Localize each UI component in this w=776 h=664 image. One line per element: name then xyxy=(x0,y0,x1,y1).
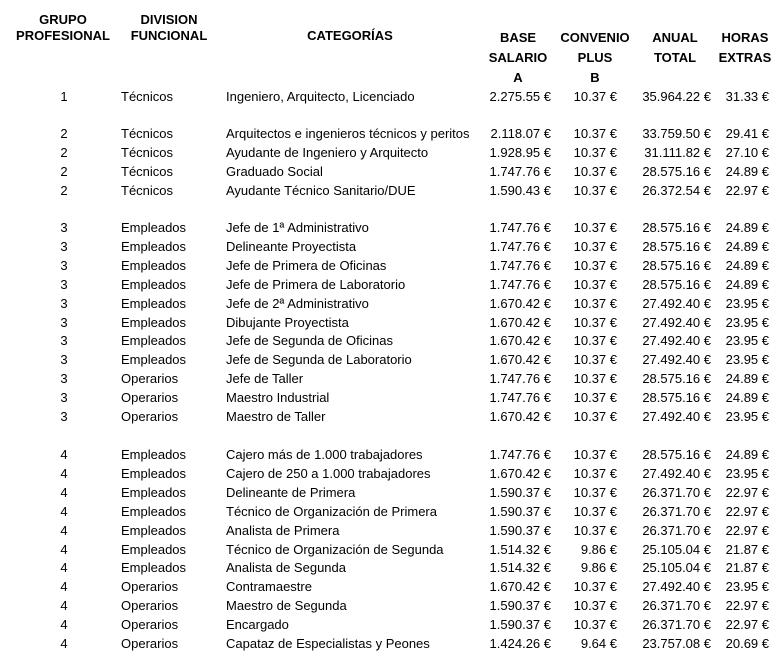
table-row xyxy=(0,577,776,596)
division-cell: Operarios xyxy=(121,579,179,595)
anual-total-cell: 26.371.70 € xyxy=(642,503,711,519)
grupo-cell: 4 xyxy=(60,579,68,595)
header-line: PLUS xyxy=(577,50,613,65)
base-salario-cell: 1.747.76 € xyxy=(489,220,551,235)
convenio-plus-cell: 10.37 € xyxy=(573,182,617,198)
categoria-cell: Maestro de Taller xyxy=(226,409,326,424)
division-cell: Técnicos xyxy=(121,144,174,160)
categoria-cell: Jefe de Primera de Laboratorio xyxy=(226,276,406,292)
division-cell: Operarios xyxy=(121,617,179,633)
header-line: PROFESIONAL xyxy=(16,28,110,43)
grupo-cell: 4 xyxy=(60,503,68,519)
division-cell: Operarios xyxy=(121,409,179,424)
convenio-plus-cell: 10.37 € xyxy=(573,484,617,500)
convenio-plus-cell: 10.37 € xyxy=(573,276,617,292)
header-line: CONVENIO xyxy=(560,30,630,45)
horas-extras-cell: 24.89 € xyxy=(725,371,769,387)
categoria-cell: Maestro Industrial xyxy=(226,390,330,406)
header-line: SALARIO xyxy=(488,50,548,65)
base-salario-cell: 1.590.37 € xyxy=(489,484,551,500)
grupo-cell: 4 xyxy=(60,560,68,576)
header-line: FUNCIONAL xyxy=(130,28,208,43)
anual-total-cell: 23.757.08 € xyxy=(642,636,711,651)
anual-total-cell: 28.575.16 € xyxy=(642,163,711,179)
anual-total-cell: 27.492.40 € xyxy=(642,579,711,595)
grupo-cell: 2 xyxy=(60,182,68,198)
division-cell: Técnicos xyxy=(121,182,174,198)
division-cell: Empleados xyxy=(121,560,187,576)
division-cell: Empleados xyxy=(121,276,187,292)
anual-total-cell: 33.759.50 € xyxy=(642,126,711,141)
base-salario-cell: 1.514.32 € xyxy=(489,541,551,557)
convenio-plus-cell: 10.37 € xyxy=(573,126,617,141)
table-row xyxy=(0,369,776,388)
base-salario-cell: 2.275.55 € xyxy=(489,89,551,104)
anual-total-cell: 35.964.22 € xyxy=(642,89,711,104)
division-cell: Empleados xyxy=(121,447,187,462)
horas-extras-cell: 20.69 € xyxy=(725,636,769,651)
base-salario-cell: 1.670.42 € xyxy=(489,314,551,330)
convenio-plus-cell: 10.37 € xyxy=(573,390,617,406)
categoria-cell: Dibujante Proyectista xyxy=(226,314,349,330)
base-salario-cell: 2.118.07 € xyxy=(490,126,551,141)
division-cell: Empleados xyxy=(121,541,187,557)
grupo-cell: 3 xyxy=(60,371,68,387)
horas-extras-cell: 24.89 € xyxy=(725,220,769,235)
horas-extras-cell: 24.89 € xyxy=(725,390,769,406)
grupo-cell: 4 xyxy=(60,447,68,462)
horas-extras-cell: 23.95 € xyxy=(725,409,769,424)
table-row xyxy=(0,181,776,200)
convenio-plus-cell: 10.37 € xyxy=(573,163,617,179)
categoria-cell: Arquitectos e ingenieros técnicos y peritos xyxy=(226,126,470,141)
base-salario-cell: 1.747.76 € xyxy=(489,163,551,179)
base-salario-cell: 1.747.76 € xyxy=(489,276,551,292)
base-salario-cell: 1.670.42 € xyxy=(489,579,551,595)
base-salario-cell: 1.590.37 € xyxy=(489,617,551,633)
anual-total-cell: 25.105.04 € xyxy=(642,541,711,557)
header-line: B xyxy=(590,70,600,85)
anual-total-cell: 27.492.40 € xyxy=(642,314,711,330)
anual-total-cell: 31.111.82 € xyxy=(644,144,711,160)
table-row xyxy=(0,407,776,426)
grupo-cell: 3 xyxy=(60,220,68,235)
division-cell: Técnicos xyxy=(121,163,174,179)
base-salario-cell: 1.670.42 € xyxy=(489,295,551,311)
anual-total-cell: 27.492.40 € xyxy=(642,465,711,481)
base-salario-cell: 1.747.76 € xyxy=(489,447,551,462)
header-convenio-plus xyxy=(555,28,635,88)
anual-total-cell: 27.492.40 € xyxy=(642,352,711,368)
convenio-plus-cell: 10.37 € xyxy=(573,598,617,614)
grupo-cell: 3 xyxy=(60,238,68,254)
categoria-cell: Cajero más de 1.000 trabajadores xyxy=(226,447,423,462)
convenio-plus-cell: 10.37 € xyxy=(573,295,617,311)
horas-extras-cell: 21.87 € xyxy=(725,541,769,557)
horas-extras-cell: 22.97 € xyxy=(725,617,769,633)
base-salario-cell: 1.928.95 € xyxy=(489,144,551,160)
table-row xyxy=(0,331,776,350)
horas-extras-cell: 23.95 € xyxy=(725,295,769,311)
division-cell: Empleados xyxy=(121,522,187,538)
horas-extras-cell: 22.97 € xyxy=(725,522,769,538)
anual-total-cell: 26.371.70 € xyxy=(642,522,711,538)
division-cell: Operarios xyxy=(121,390,179,406)
horas-extras-cell: 24.89 € xyxy=(725,238,769,254)
base-salario-cell: 1.590.37 € xyxy=(489,522,551,538)
convenio-plus-cell: 9.64 € xyxy=(580,636,617,651)
horas-extras-cell: 23.95 € xyxy=(725,465,769,481)
categoria-cell: Delineante de Primera xyxy=(226,484,356,500)
grupo-cell: 3 xyxy=(60,409,68,424)
division-cell: Empleados xyxy=(121,503,187,519)
base-salario-cell: 1.670.42 € xyxy=(489,465,551,481)
header-line: HORAS xyxy=(721,30,769,45)
categoria-cell: Contramaestre xyxy=(226,579,312,595)
convenio-plus-cell: 10.37 € xyxy=(573,89,617,104)
anual-total-cell: 28.575.16 € xyxy=(642,257,711,273)
header-base-salario xyxy=(478,28,558,88)
convenio-plus-cell: 9.86 € xyxy=(580,560,617,576)
anual-total-cell: 27.492.40 € xyxy=(642,409,711,424)
anual-total-cell: 28.575.16 € xyxy=(642,371,711,387)
categoria-cell: Analista de Segunda xyxy=(226,560,346,576)
convenio-plus-cell: 10.37 € xyxy=(573,352,617,368)
division-cell: Empleados xyxy=(121,238,187,254)
header-line: TOTAL xyxy=(653,50,697,65)
grupo-cell: 1 xyxy=(60,89,68,104)
grupo-cell: 4 xyxy=(60,598,68,614)
header-line: EXTRAS xyxy=(718,50,772,65)
convenio-plus-cell: 10.37 € xyxy=(573,617,617,633)
anual-total-cell: 25.105.04 € xyxy=(642,560,711,576)
base-salario-cell: 1.670.42 € xyxy=(489,352,551,368)
table-row xyxy=(0,634,776,653)
categoria-cell: Jefe de Primera de Oficinas xyxy=(226,257,387,273)
categoria-cell: Ingeniero, Arquitecto, Licenciado xyxy=(226,89,415,104)
division-cell: Técnicos xyxy=(121,89,174,104)
horas-extras-cell: 23.95 € xyxy=(725,333,769,349)
anual-total-cell: 28.575.16 € xyxy=(642,276,711,292)
grupo-cell: 4 xyxy=(60,465,68,481)
categoria-cell: Analista de Primera xyxy=(226,522,340,538)
horas-extras-cell: 24.89 € xyxy=(725,276,769,292)
table-row xyxy=(0,540,776,559)
grupo-cell: 3 xyxy=(60,276,68,292)
table-row xyxy=(0,162,776,181)
anual-total-cell: 27.492.40 € xyxy=(642,333,711,349)
horas-extras-cell: 29.41 € xyxy=(725,126,769,141)
header-division-funcional xyxy=(110,12,228,44)
anual-total-cell: 26.372.54 € xyxy=(642,182,711,198)
header-line: A xyxy=(513,70,523,85)
header-categorias: CATEGORÍAS xyxy=(307,28,393,43)
horas-extras-cell: 22.97 € xyxy=(725,503,769,519)
categoria-cell: Técnico de Organización de Primera xyxy=(226,503,437,519)
base-salario-cell: 1.514.32 € xyxy=(489,560,551,576)
division-cell: Técnicos xyxy=(121,126,174,141)
categoria-cell: Capataz de Especialistas y Peones xyxy=(226,636,430,651)
base-salario-cell: 1.590.43 € xyxy=(489,182,551,198)
table-row xyxy=(0,521,776,540)
table-row xyxy=(0,502,776,521)
table-row xyxy=(0,483,776,502)
grupo-cell: 2 xyxy=(60,126,68,141)
division-cell: Operarios xyxy=(121,636,179,651)
convenio-plus-cell: 10.37 € xyxy=(573,220,617,235)
convenio-plus-cell: 10.37 € xyxy=(573,503,617,519)
grupo-cell: 4 xyxy=(60,484,68,500)
table-row xyxy=(0,87,776,106)
categoria-cell: Jefe de 2ª Administrativo xyxy=(226,295,369,311)
table-row xyxy=(0,218,776,237)
division-cell: Operarios xyxy=(121,371,179,387)
division-cell: Empleados xyxy=(121,295,187,311)
anual-total-cell: 28.575.16 € xyxy=(642,220,711,235)
convenio-plus-cell: 10.37 € xyxy=(573,447,617,462)
grupo-cell: 3 xyxy=(60,352,68,368)
grupo-cell: 3 xyxy=(60,257,68,273)
horas-extras-cell: 27.10 € xyxy=(725,144,769,160)
grupo-cell: 4 xyxy=(60,522,68,538)
categoria-cell: Jefe de 1ª Administrativo xyxy=(226,220,369,235)
header-grupo-profesional xyxy=(4,12,122,44)
categoria-cell: Técnico de Organización de Segunda xyxy=(226,541,444,557)
categoria-cell: Delineante Proyectista xyxy=(226,238,357,254)
header-horas-extras xyxy=(712,28,776,68)
base-salario-cell: 1.424.26 € xyxy=(489,636,551,651)
horas-extras-cell: 31.33 € xyxy=(725,89,769,104)
base-salario-cell: 1.670.42 € xyxy=(489,333,551,349)
table-row xyxy=(0,143,776,162)
division-cell: Empleados xyxy=(121,465,187,481)
categoria-cell: Graduado Social xyxy=(226,163,323,179)
grupo-cell: 3 xyxy=(60,390,68,406)
base-salario-cell: 1.747.76 € xyxy=(489,238,551,254)
division-cell: Empleados xyxy=(121,314,187,330)
horas-extras-cell: 21.87 € xyxy=(725,560,769,576)
convenio-plus-cell: 10.37 € xyxy=(573,409,617,424)
header-anual-total xyxy=(640,28,710,68)
base-salario-cell: 1.670.42 € xyxy=(489,409,551,424)
table-row xyxy=(0,388,776,407)
table-row xyxy=(0,124,776,143)
header-line: GRUPO xyxy=(39,12,87,27)
categoria-cell: Ayudante de Ingeniero y Arquitecto xyxy=(226,144,429,160)
anual-total-cell: 28.575.16 € xyxy=(642,238,711,254)
table-row xyxy=(0,294,776,313)
header-line: BASE xyxy=(499,30,537,45)
categoria-cell: Jefe de Taller xyxy=(226,371,304,387)
horas-extras-cell: 22.97 € xyxy=(725,598,769,614)
categoria-cell: Encargado xyxy=(226,617,289,633)
table-row xyxy=(0,596,776,615)
convenio-plus-cell: 10.37 € xyxy=(573,238,617,254)
division-cell: Empleados xyxy=(121,352,187,368)
convenio-plus-cell: 10.37 € xyxy=(573,314,617,330)
header-line: ANUAL xyxy=(652,30,698,45)
convenio-plus-cell: 10.37 € xyxy=(573,465,617,481)
grupo-cell: 3 xyxy=(60,333,68,349)
grupo-cell: 2 xyxy=(60,144,68,160)
table-row xyxy=(0,445,776,464)
anual-total-cell: 28.575.16 € xyxy=(642,447,711,462)
grupo-cell: 4 xyxy=(60,617,68,633)
convenio-plus-cell: 10.37 € xyxy=(573,579,617,595)
division-cell: Operarios xyxy=(121,598,179,614)
convenio-plus-cell: 9.86 € xyxy=(580,541,617,557)
table-row xyxy=(0,237,776,256)
division-cell: Empleados xyxy=(121,257,187,273)
horas-extras-cell: 24.89 € xyxy=(725,257,769,273)
categoria-cell: Jefe de Segunda de Laboratorio xyxy=(226,352,412,368)
division-cell: Empleados xyxy=(121,220,187,235)
horas-extras-cell: 23.95 € xyxy=(725,314,769,330)
grupo-cell: 4 xyxy=(60,636,68,651)
table-row xyxy=(0,256,776,275)
table-row xyxy=(0,350,776,369)
table-row xyxy=(0,615,776,634)
base-salario-cell: 1.747.76 € xyxy=(489,371,551,387)
horas-extras-cell: 22.97 € xyxy=(725,484,769,500)
categoria-cell: Jefe de Segunda de Oficinas xyxy=(226,333,393,349)
horas-extras-cell: 22.97 € xyxy=(725,182,769,198)
anual-total-cell: 28.575.16 € xyxy=(642,390,711,406)
anual-total-cell: 26.371.70 € xyxy=(642,598,711,614)
horas-extras-cell: 24.89 € xyxy=(725,163,769,179)
horas-extras-cell: 24.89 € xyxy=(725,447,769,462)
base-salario-cell: 1.747.76 € xyxy=(489,257,551,273)
convenio-plus-cell: 10.37 € xyxy=(573,257,617,273)
horas-extras-cell: 23.95 € xyxy=(725,352,769,368)
division-cell: Empleados xyxy=(121,333,187,349)
horas-extras-cell: 23.95 € xyxy=(725,579,769,595)
categoria-cell: Maestro de Segunda xyxy=(226,598,347,614)
anual-total-cell: 27.492.40 € xyxy=(642,295,711,311)
categoria-cell: Ayudante Técnico Sanitario/DUE xyxy=(226,182,416,198)
grupo-cell: 3 xyxy=(60,314,68,330)
grupo-cell: 2 xyxy=(60,163,68,179)
convenio-plus-cell: 10.37 € xyxy=(573,144,617,160)
anual-total-cell: 26.371.70 € xyxy=(642,617,711,633)
header-line: DIVISION xyxy=(140,12,198,27)
grupo-cell: 4 xyxy=(60,541,68,557)
table-row xyxy=(0,313,776,332)
division-cell: Empleados xyxy=(121,484,187,500)
grupo-cell: 3 xyxy=(60,295,68,311)
categoria-cell: Cajero de 250 a 1.000 trabajadores xyxy=(226,465,431,481)
table-row xyxy=(0,275,776,294)
convenio-plus-cell: 10.37 € xyxy=(573,522,617,538)
table-row xyxy=(0,464,776,483)
base-salario-cell: 1.590.37 € xyxy=(489,503,551,519)
convenio-plus-cell: 10.37 € xyxy=(573,371,617,387)
anual-total-cell: 26.371.70 € xyxy=(642,484,711,500)
base-salario-cell: 1.747.76 € xyxy=(489,390,551,406)
base-salario-cell: 1.590.37 € xyxy=(489,598,551,614)
convenio-plus-cell: 10.37 € xyxy=(573,333,617,349)
table-row xyxy=(0,558,776,577)
